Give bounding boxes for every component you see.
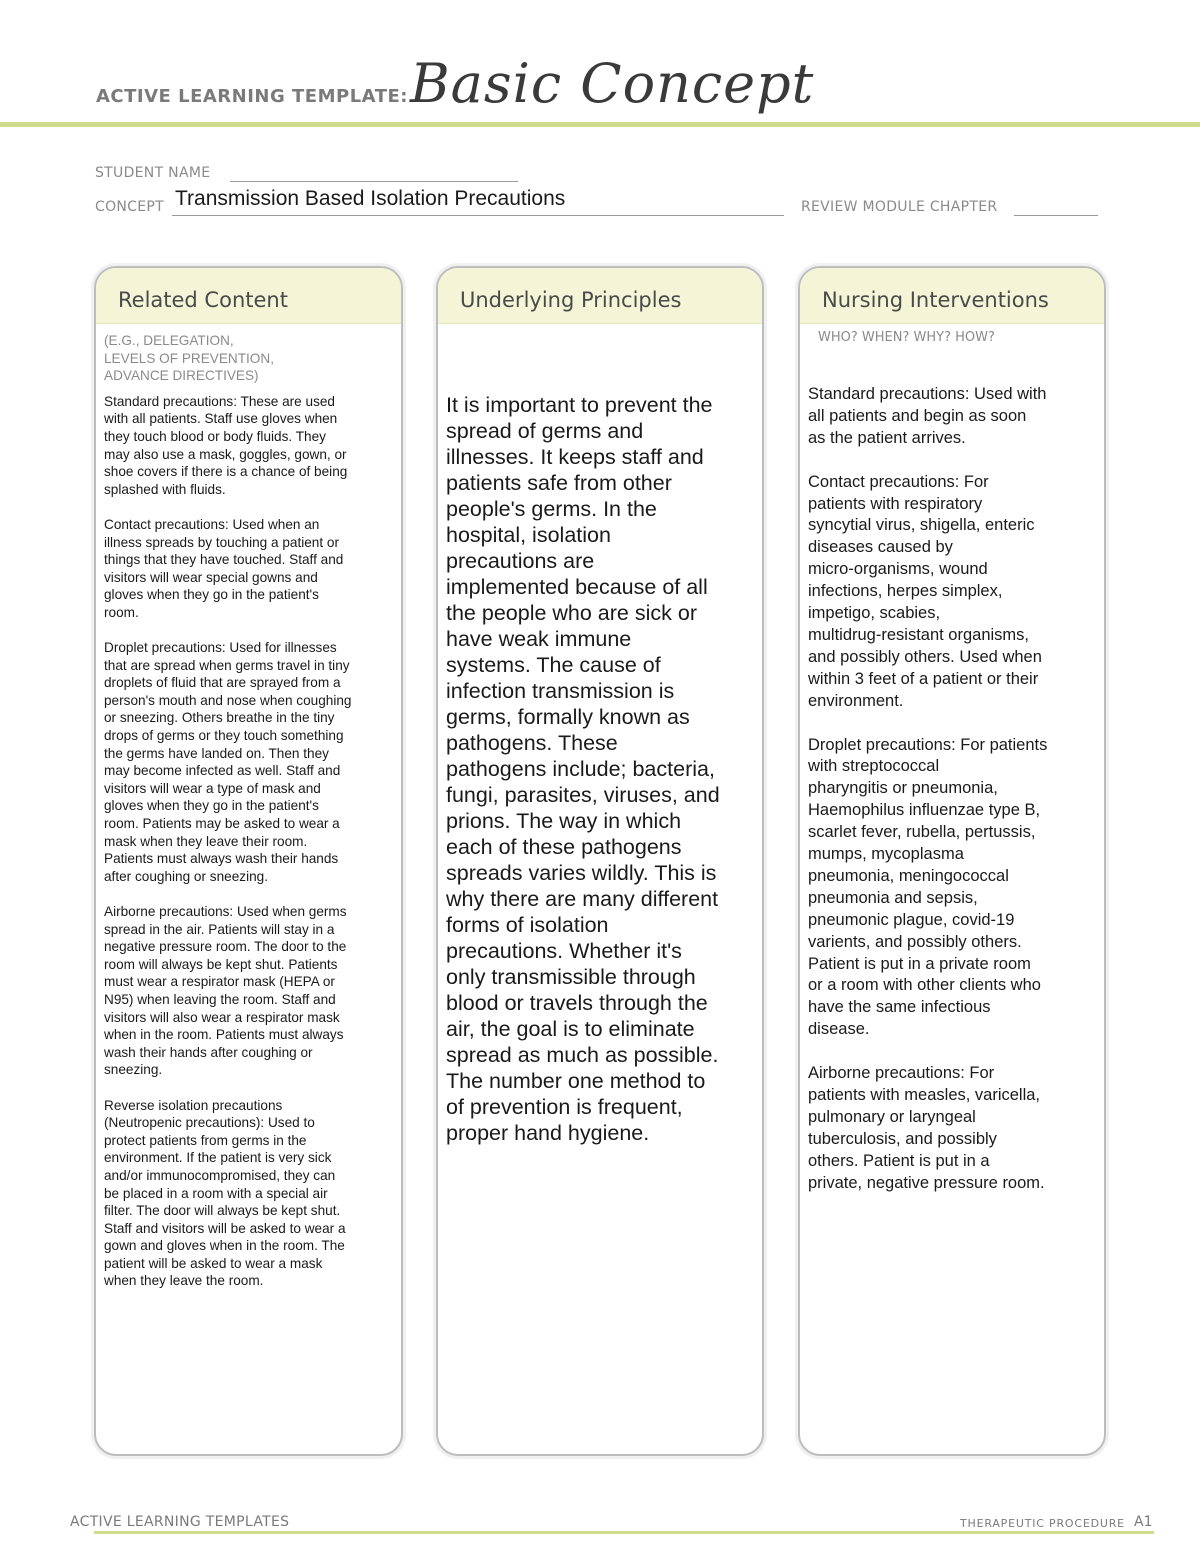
concept-line xyxy=(172,215,784,216)
underlying-principles-panel xyxy=(436,266,764,1456)
review-module-label: REVIEW MODULE CHAPTER xyxy=(801,199,998,215)
panel-subtitle: WHO? WHEN? WHY? HOW? xyxy=(818,330,995,345)
panel-header xyxy=(800,268,1104,324)
panel-header xyxy=(96,268,401,324)
header-rule xyxy=(0,122,1200,127)
concept-label: CONCEPT xyxy=(95,199,164,215)
panel-header xyxy=(438,268,762,324)
related-content-panel xyxy=(94,266,403,1456)
footer-rule xyxy=(94,1531,1154,1534)
nursing-interventions-panel xyxy=(798,266,1106,1456)
student-name-line xyxy=(230,181,518,182)
footer-label: ACTIVE LEARNING TEMPLATES xyxy=(70,1514,290,1530)
panel-title: Nursing Interventions xyxy=(822,288,1049,312)
page-number: A1 xyxy=(1134,1514,1153,1530)
review-module-line xyxy=(1014,215,1098,216)
nursing-interventions-text[interactable]: Standard precautions: Used with all patients and begin as soon as the patient arrives. Contact precautions: For patients with respiratory syncytial virus, shigella, enteric diseases caused by micro-organisms, wound infections, herpes simplex, impetigo, scabies, multidrug-resistant organisms, and possibly others. Used when within 3 feet of a patient or their environment. Droplet precautions: For patients with streptococcal pharyngitis or pneumonia, Haemophilus influenzae type B, scarlet fever, rubella, pertussis, mumps, mycoplasma pneumonia, meningococcal pneumonia and sepsis, pneumonic plague, covid-19 varients, and possibly others. Patient is put in a private room or a room with other clients who have the same infectious disease. Airborne precautions: For patients with measles, varicella, pulmonary or laryngeal tuberculosis, and possibly others. Patient is put in a private, negative pressure room. xyxy=(808,385,1048,1192)
page-header xyxy=(0,0,1200,128)
related-content-text[interactable]: Standard precautions: These are used with all patients. Staff use gloves when they touch blood or body fluids. They may also use a mask, goggles, gown, or shoe covers if there is a chance of being splashed with fluids. Contact precautions: Used when an illness spreads by touching a patient or things that they have touched. Staff and visitors will wear special gowns and gloves when they go in the patient's room. Droplet precautions: Used for illnesses that are spread when germs travel in tiny droplets of fluid that are sprayed from a person's mouth and nose when coughing or sneezing. Others breathe in the tiny drops of germs or they touch something the germs have landed on. Then they may become infected as well. Staff and visitors will wear a type of mask and gloves when they go in the patient's room. Patients may be asked to wear a mask when they leave their room. Patients must always wash their hands after coughing or sneezing. Airborne precautions: Used when germs spread in the air. Patients will stay in a negative pressure room. The door to the room will always be kept shut. Patients must wear a respirator mask (HEPA or N95) when leaving the room. Staff and visitors will also wear a respirator mask when in the room. Patients must always wash their hands after coughing or sneezing. Reverse isolation precautions (Neutropenic precautions): Used to protect patients from germs in the environment. If the patient is very sick and/or immunocompromised, they can be placed in a room with a special air filter. The door will always be kept shut. Staff and visitors will be asked to wear a gown and gloves when in the room. The patient will be asked to wear a mask when they leave the room. xyxy=(104,393,352,1289)
panel-subtitle: (E.G., DELEGATION, LEVELS OF PREVENTION, ADVANCE DIRECTIVES) xyxy=(104,333,274,384)
underlying-principles-text[interactable]: It is important to prevent the spread of germs and illnesses. It keeps staff and patients safe from other people's germs. In the hospital, isolation precautions are implemented because of all the people who are sick or have weak immune systems. The cause of infection transmission is germs, formally known as pathogens. These pathogens include; bacteria, fungi, parasites, viruses, and prions. The way in which each of these pathogens spreads varies wildly. This is why there are many different forms of isolation precautions. Whether it's only transmissible through blood or travels through the air, the goal is to eliminate spread as much as possible. The number one method to of prevention is frequent, proper hand hygiene. xyxy=(446,393,720,1145)
concept-field[interactable]: Transmission Based Isolation Precautions xyxy=(175,187,566,210)
template-label: ACTIVE LEARNING TEMPLATE: xyxy=(96,86,408,107)
template-title: Basic Concept xyxy=(410,52,815,115)
panel-title: Related Content xyxy=(118,288,288,312)
student-name-label: STUDENT NAME xyxy=(95,165,211,181)
footer-section: THERAPEUTIC PROCEDURE xyxy=(960,1517,1125,1530)
panel-title: Underlying Principles xyxy=(460,288,682,312)
